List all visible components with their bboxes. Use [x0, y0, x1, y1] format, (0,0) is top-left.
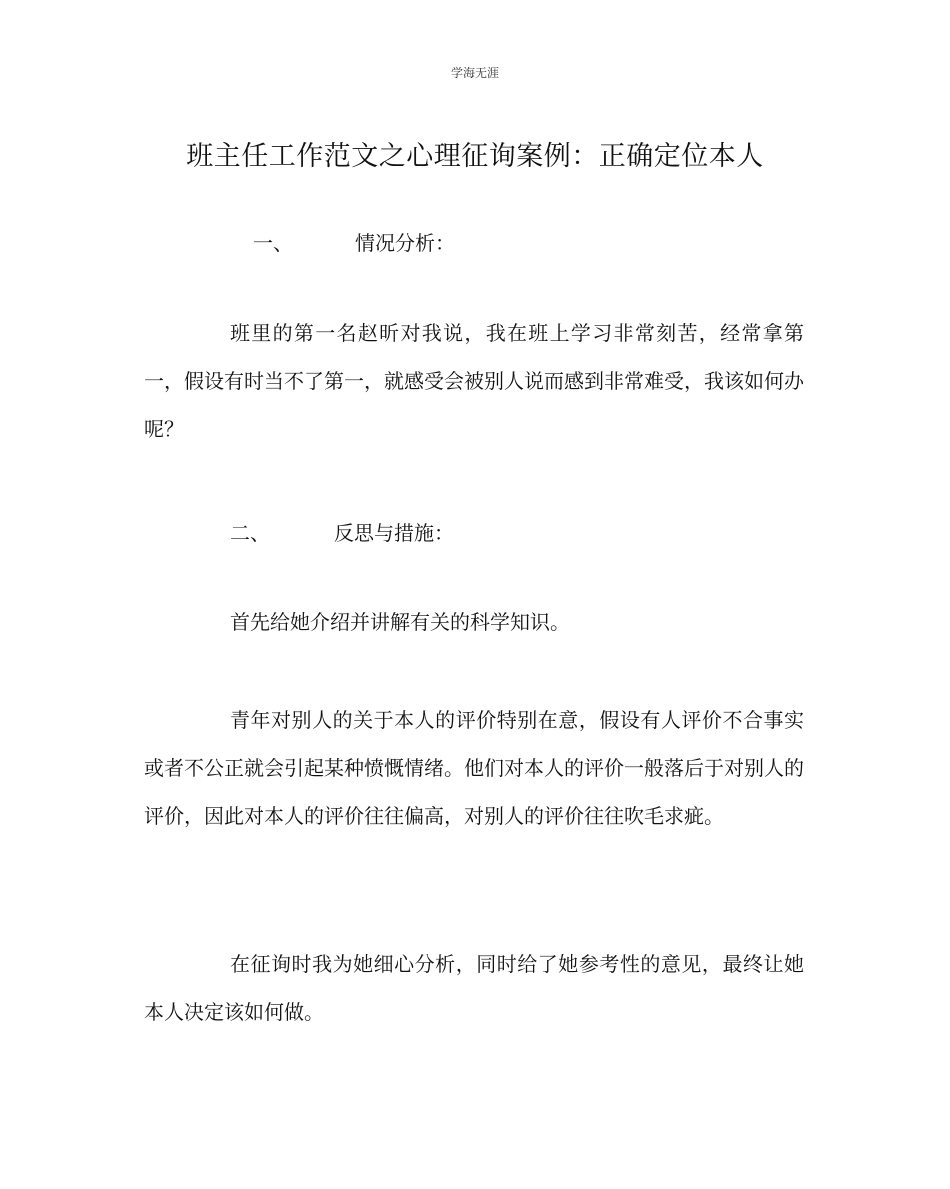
paragraph: 青年对别人的关于本人的评价特别在意，假设有人评价不合事实或者不公正就会引起某种愤慨情绪。他们对本人的评价一般落后于对别人的评价，因此对本人的评价往往偏高，对别人的评价往往吹毛求疵。: [144, 708, 804, 828]
section-label: 反思与措施：: [334, 521, 454, 545]
paragraph: 班里的第一名赵昕对我说，我在班上学习非常刻苦，经常拿第一，假设有时当不了第一，就感受会被别人说而感到非常难受，我该如何办呢？: [144, 321, 804, 441]
section-number: 一、: [253, 231, 293, 255]
paragraph: 在征询时我为她细心分析，同时给了她参考性的意见，最终让她本人决定该如何做。: [144, 952, 804, 1024]
section-heading-1: [253, 227, 455, 256]
document-title: 班主任工作范文之心理征询案例：正确定位本人: [186, 141, 764, 172]
paragraph: 首先给她介绍并讲解有关的科学知识。: [230, 610, 570, 634]
section-number: 二、: [230, 521, 270, 545]
section-label: 情况分析：: [355, 231, 455, 255]
section-heading-2: [230, 517, 454, 546]
page-header: 学海无涯: [450, 66, 499, 80]
